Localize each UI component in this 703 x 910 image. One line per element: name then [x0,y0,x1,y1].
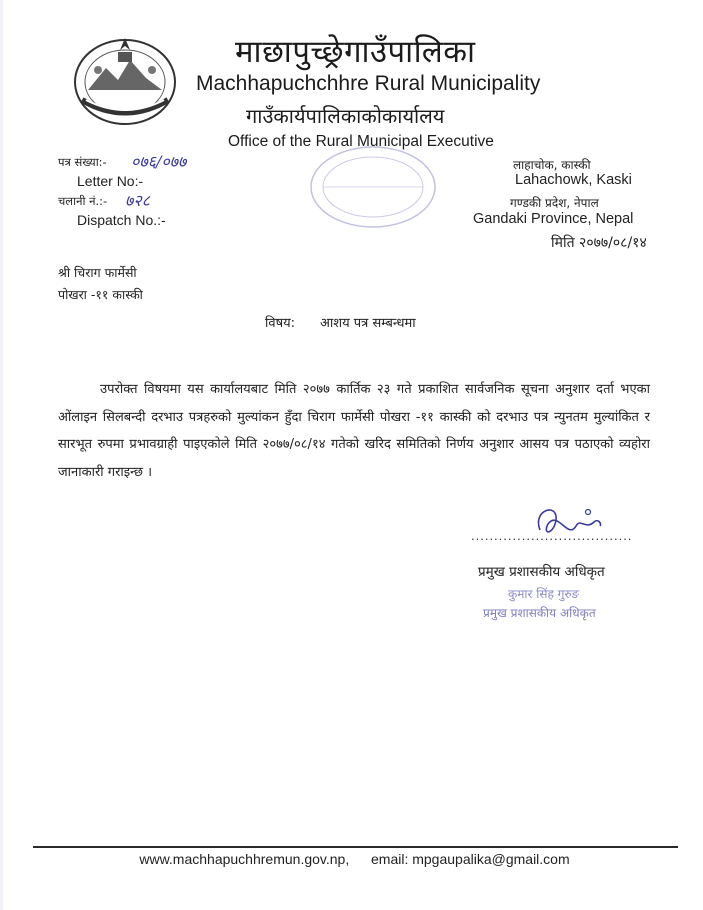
footer-website: www.machhapuchhremun.gov.np, [139,851,350,867]
dispatch-handwritten-value: ७२८ [125,191,150,210]
footer-divider [33,846,678,848]
letter-no-label-nepali: पत्र संख्या:- [58,155,107,169]
signatory-stamp-title: प्रमुख प्रशासकीय अधिकृत [483,606,596,620]
subject-text: आशय पत्र सम्बन्धमा [320,316,416,331]
office-seal-stamp [293,142,453,242]
letter-body: उपरोक्त विषयमा यस कार्यालयबाट मिति २०७७ कार्तिक २३ गते प्रकाशित सार्वजनिक सूचना अनुशार दर्ता भएका ओंलाइन सिलबन्दी दरभाउ पत्रहरुको मुल्यांकन हुँदा चिराग फार्मेसी पोखरा -११ कास्की को दरभाउ पत्र न्युनतम मुल्यांकित र सारभूत रुपमा प्रभावग्राही पाइएकोले मिति २०७७/०८/१४ गतेको खरिद समितिको निर्णय अनुशार आसय पत्र पठाएको व्यहोरा जानाकारी गराइन्छ । [58,382,650,480]
letter-no-label-english: Letter No:- [77,173,144,189]
municipality-title-nepali: माछापुच्छ्रेगाउँपालिका [235,34,476,70]
municipality-title-english: Machhapuchchhre Rural Municipality [196,72,541,95]
address-line2-english: Gandaki Province, Nepal [473,211,634,227]
office-title-english: Office of the Rural Municipal Executive [228,133,494,150]
letter-date: मिति २०७७/०८/१४ [551,235,647,251]
letter-no-handwritten-value: ०७६/०७७ [131,152,187,171]
recipient-name: श्री चिराग फार्मेसी [58,265,137,280]
signature-line: ................................... [471,528,633,543]
footer-email: email: mpgaupalika@gmail.com [371,851,570,867]
footer-contact [3,851,703,867]
subject-label: विषय: [265,316,296,331]
recipient-place: पोखरा -११ कास्की [58,287,143,302]
address-line1-nepali: लाहाचोक, कास्की [513,158,591,172]
dispatch-label-english: Dispatch No.:- [77,212,166,228]
dispatch-label-nepali: चलानी नं.:- [58,194,108,208]
signatory-stamp-name: कुमार सिंह गुरुङ [508,587,580,601]
address-line1-english: Lahachowk, Kaski [515,172,632,188]
address-line2-nepali: गण्डकी प्रदेश, नेपाल [510,196,599,210]
office-title-nepali: गाउँकार्यपालिकाकोकार्यालय [246,104,445,128]
signatory-title: प्रमुख प्रशासकीय अधिकृत [478,564,605,580]
nepal-emblem-logo [68,30,182,130]
